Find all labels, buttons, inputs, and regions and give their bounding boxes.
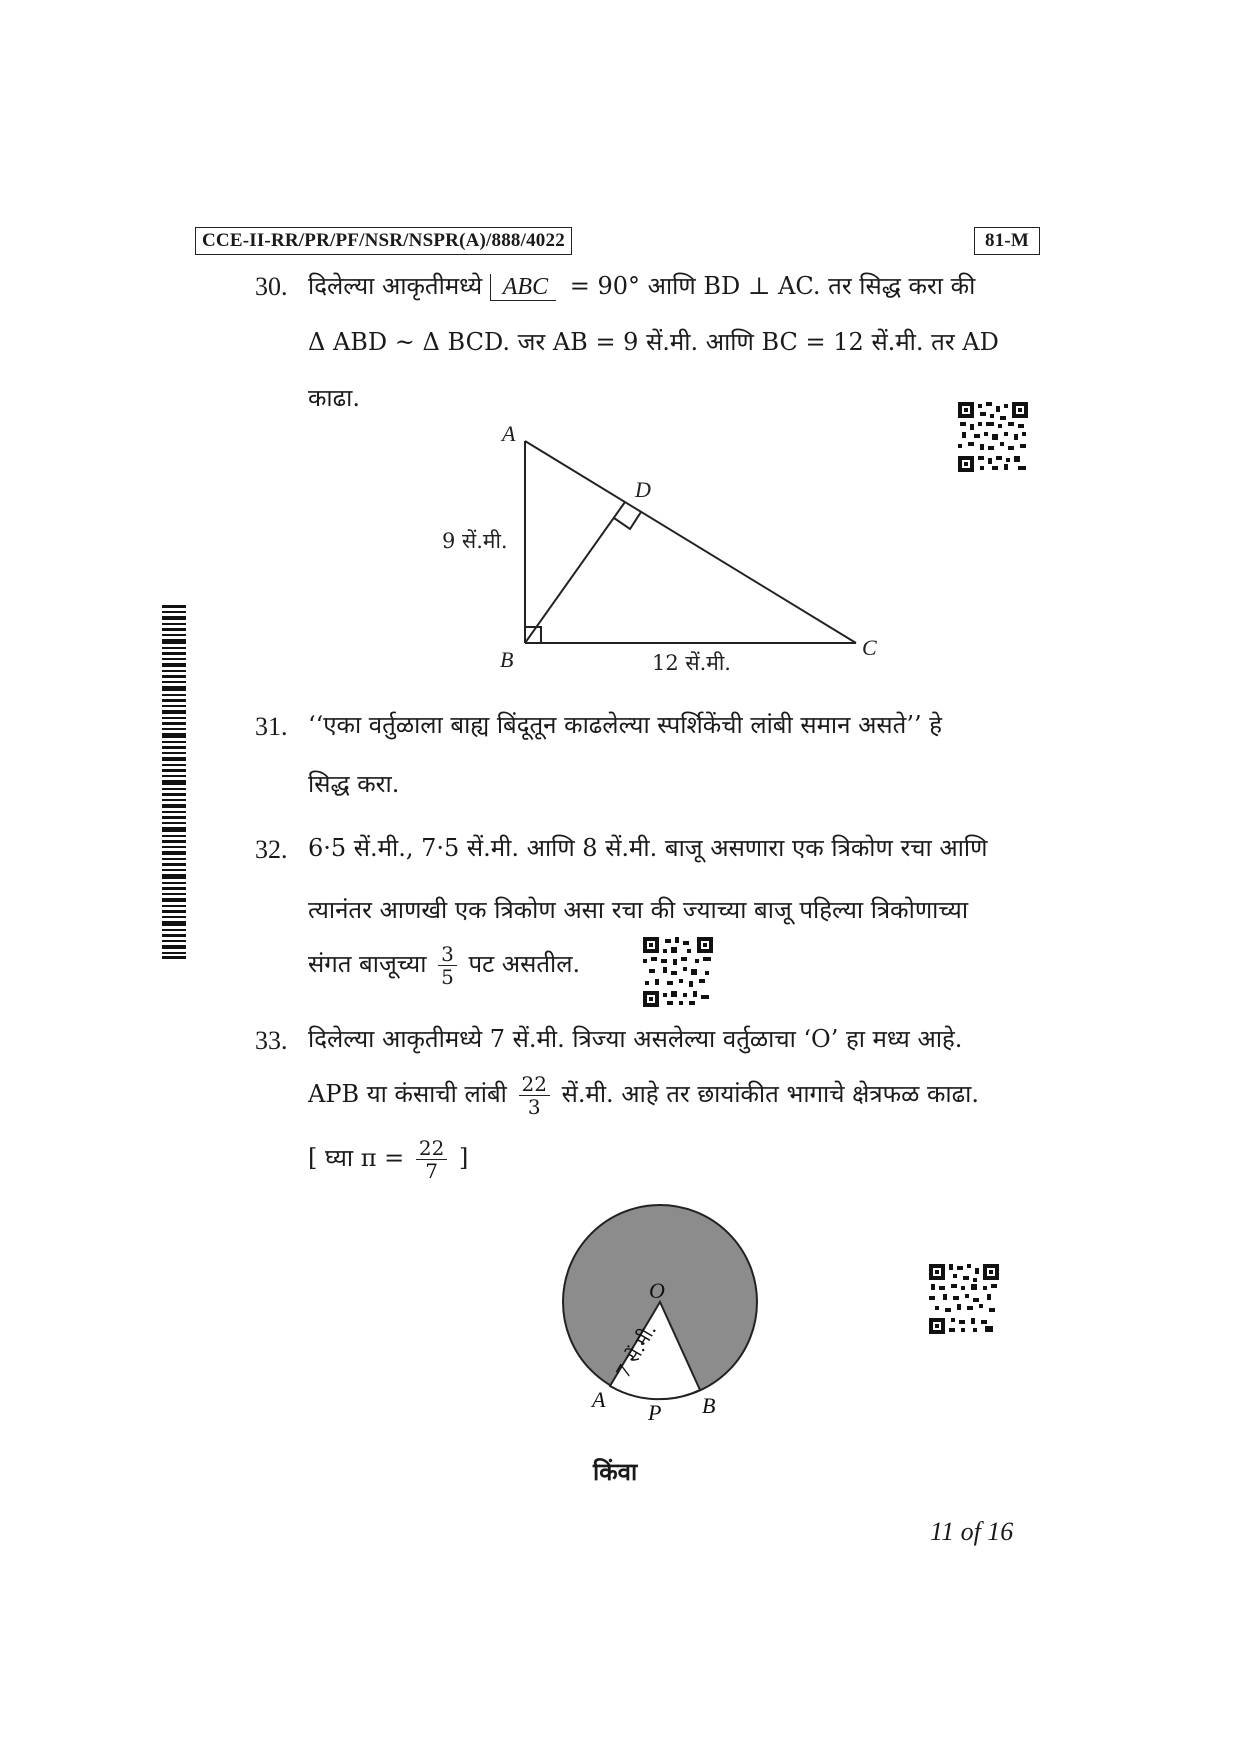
question-31-line2: सिद्ध करा. (308, 770, 400, 798)
vertex-d-label: D (635, 477, 651, 502)
question-32-line1: 6·5 सें.मी., 7·5 सें.मी. आणि 8 सें.मी. बाजू असणारा एक त्रिकोण रचा आणि (308, 834, 988, 862)
triangle-figure (430, 415, 890, 675)
question-32-line2: त्यानंतर आणखी एक त्रिकोण असा रचा की ज्याच्या बाजू पहिल्या त्रिकोणाच्या (308, 896, 969, 924)
circle-figure (545, 1200, 775, 1430)
question-33-line2 (308, 1073, 979, 1118)
question-30-line2: Δ ABD ~ Δ BCD. जर AB = 9 सें.मी. आणि BC = 12 सें.मी. तर AD (308, 328, 999, 356)
question-33-line3 (308, 1137, 468, 1182)
qr-code-icon (643, 937, 713, 1007)
question-33-line2-pre: APB या कंसाची लांबी (308, 1080, 507, 1108)
question-32-line3-post: पट असतील. (468, 950, 581, 978)
question-33-line3-pre: [ घ्या π = (308, 1144, 405, 1172)
point-p-label: P (648, 1400, 662, 1425)
fraction-denominator: 7 (425, 1159, 438, 1183)
fraction-three-fifths (438, 943, 457, 988)
question-32-line3 (308, 943, 580, 988)
barcode-icon (162, 605, 186, 960)
fraction-numerator: 22 (519, 1073, 550, 1096)
fraction-numerator: 3 (438, 943, 457, 966)
vertex-a-label: A (502, 421, 516, 446)
document-code: CCE-II-RR/PR/PF/NSR/NSPR(A)/888/4022 (195, 227, 572, 255)
qr-code-icon (958, 402, 1028, 472)
question-33-number: 33. (255, 1026, 288, 1055)
fraction-denominator: 3 (527, 1095, 541, 1119)
point-a-label: A (592, 1387, 606, 1412)
radius-label: 7 सें.मी. (612, 1320, 662, 1383)
question-30-number: 30. (255, 272, 288, 301)
side-ac (525, 441, 856, 643)
paper-code: 81-M (974, 227, 1040, 255)
question-30-line1-pre: दिलेल्या आकृतीमध्ये (308, 272, 483, 300)
vertex-c-label: C (862, 635, 877, 660)
question-31-number: 31. (255, 712, 288, 741)
question-31-line1: ‘‘एका वर्तुळाला बाह्य बिंदूतून काढलेल्या स्पर्शिकेंची लांबी समान असते’’ हे (308, 711, 942, 739)
ab-length-label: 9 सें.मी. (442, 529, 508, 553)
question-30-line1 (308, 271, 975, 301)
question-32-number: 32. (255, 835, 288, 864)
fraction-denominator: 5 (441, 965, 454, 989)
right-angle-d (614, 512, 641, 529)
qr-code-icon (929, 1264, 999, 1334)
fraction-22-thirds (519, 1073, 550, 1118)
question-33-line2-post: सें.मी. आहे तर छायांकीत भागाचे क्षेत्रफळ काढा. (561, 1080, 979, 1108)
question-30-line1-post: = 90° आणि BD ⊥ AC. तर सिद्ध करा की (569, 272, 976, 300)
segment-bd (525, 502, 625, 643)
page-number: 11 of 16 (930, 1517, 1014, 1546)
bc-length-label: 12 सें.मी. (652, 651, 731, 675)
vertex-b-label: B (500, 647, 514, 672)
point-b-label: B (702, 1393, 716, 1418)
center-o-label: O (649, 1278, 665, 1303)
question-33-line1: दिलेल्या आकृतीमध्ये 7 सें.मी. त्रिज्या असलेल्या वर्तुळाचा ‘O’ हा मध्य आहे. (308, 1025, 963, 1053)
question-32-line3-pre: संगत बाजूच्या (308, 950, 427, 978)
fraction-pi-value (416, 1137, 447, 1182)
fraction-numerator: 22 (416, 1137, 447, 1160)
question-33-line3-post: ] (458, 1144, 469, 1172)
angle-abc-symbol: ABC (490, 274, 556, 301)
or-separator: किंवा (593, 1457, 638, 1486)
question-30-line3: काढा. (308, 384, 361, 412)
